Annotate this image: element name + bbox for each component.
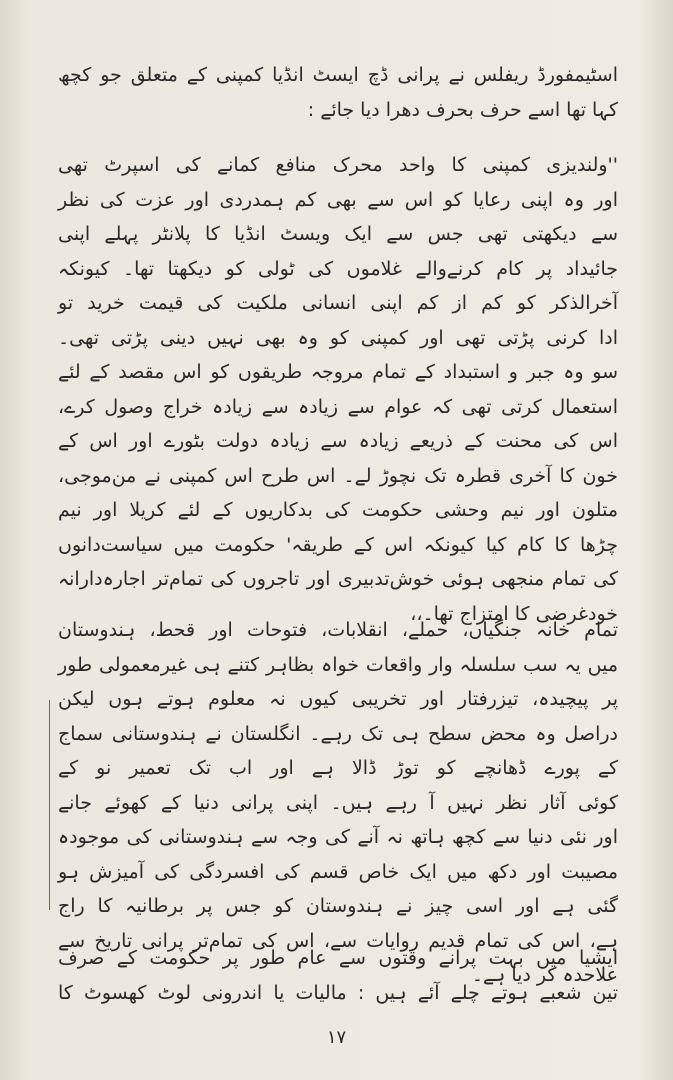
text-line: میں یہ سب سلسلہ وار واقعات خواہ بظاہر کتنے ہی غیرمعمولی طور bbox=[58, 653, 618, 676]
text-line: ہے، اس کی تمام قدیم روایات سے، اس کی تمام‌تر پرانی تاریخ سے bbox=[58, 929, 618, 952]
text-line: اور وہ اپنی رعایا کو اس سے بھی کم ہمدردی اور عزت کی نظر bbox=[58, 188, 618, 211]
text-line: خون کا آخری قطرہ تک نچوڑ لے۔ اس طرح اس کمپنی نے من‌موجی، bbox=[58, 464, 618, 487]
text-line: علاحدہ کر دیا ہے۔ bbox=[471, 964, 618, 986]
text-line: کے پورے ڈھانچے کو توڑ ڈالا ہے اور اب تک تعمیر نو کے bbox=[58, 757, 618, 779]
text-line: اسٹیمفورڈ ریفلس نے پرانی ڈچ ایسٹ انڈیا کمپنی کے متعلق جو کچھ bbox=[58, 64, 618, 86]
text-line: دراصل وہ محض سطح ہی تک رہے۔ انگلستان نے ہندوستانی سماج bbox=[58, 722, 618, 745]
text-line: خودغرضی کا امتزاج تھا۔،، bbox=[410, 602, 618, 625]
text-line: اس کی محنت کے ذریعے زیادہ سے زیادہ دولت بٹورے اور اس کے bbox=[58, 430, 618, 452]
text-line: چڑھا کا کام کیا کیونکہ اس کے طریقہ' حکومت میں سیاست‌دانوں bbox=[58, 533, 618, 556]
paragraph-quotation bbox=[58, 148, 618, 631]
text-line: ''ولندیزی کمپنی کا واحد محرک منافع کمانے کی اسپرٹ تھی bbox=[58, 154, 618, 176]
text-line: متلون اور نیم وحشی حکومت کی بدکاریوں کے لئے کریلا اور نیم bbox=[58, 499, 618, 521]
margin-pencil-mark bbox=[49, 700, 50, 910]
paragraph-closing bbox=[58, 941, 618, 1010]
text-line: مصیبت اور دکھ میں ایک خاص قسم کی افسردگی کی آمیزش ہو bbox=[58, 860, 618, 883]
text-line: کہا تھا اسے حرف بحرف دھرا دیا جائے : bbox=[307, 98, 618, 121]
text-line: کوئی آثار نظر نہیں آ رہے ہیں۔ اپنی پرانی دنیا کے کھوئے جانے bbox=[58, 791, 618, 814]
text-line: تین شعبے ہوتے چلے آئے ہیں : مالیات یا اندرونی لوٹ کھسوٹ کا bbox=[58, 981, 618, 1004]
text-line: آخرالذکر کو کم از کم اپنی انسانی ملکیت کی قیمت خرید تو bbox=[58, 292, 618, 314]
text-line: ادا کرنی پڑتی تھی اور کمپنی کو وہ بھی نہیں دینی پڑتی تھی۔ bbox=[58, 326, 618, 349]
text-line: سو وہ جبر و استبداد کے تمام مروجہ طریقوں کو اس مقصد کے لئے bbox=[58, 361, 618, 383]
text-line: جائیداد پر کام کرنےوالے غلاموں کی ٹولی کو دیکھتا تھا۔ کیونکہ bbox=[58, 257, 618, 280]
page-number: ۱۷ bbox=[326, 1027, 347, 1048]
text-line: سے دیکھتی تھی جس سے ایک ویسٹ انڈیا کا پلانٹر پہلے اپنی bbox=[58, 223, 618, 245]
text-line: استعمال کرتی تھی کہ عوام سے زیادہ سے زیادہ خراج وصول کرے، bbox=[58, 395, 618, 418]
paragraph-body bbox=[58, 613, 618, 993]
text-line: پر پیچیدہ، تیزرفتار اور تخریبی کیوں نہ معلوم ہوتے ہوں لیکن bbox=[58, 688, 618, 710]
paragraph-intro bbox=[58, 58, 618, 127]
text-line: اور نئی دنیا سے کچھ ہاتھ نہ آنے کی وجہ سے ہندوستانی کی موجودہ bbox=[58, 826, 618, 848]
text-line: کی تمام منجھی ہوئی خوش‌تدبیری اور تاجروں کی تمام‌تر اجارہ‌دارانہ bbox=[58, 568, 618, 590]
text-line: ایشیا میں بہت پرانے وقتوں سے عام طور پر حکومت کے صرف bbox=[58, 947, 618, 969]
text-line: گئی ہے اور اسی چیز نے ہندوستان کو جس پر برطانیہ کا راج bbox=[58, 895, 618, 917]
text-line: تمام خانہ جنگیاں، حملے، انقلابات، فتوحات اور قحط، ہندوستان bbox=[58, 619, 618, 641]
